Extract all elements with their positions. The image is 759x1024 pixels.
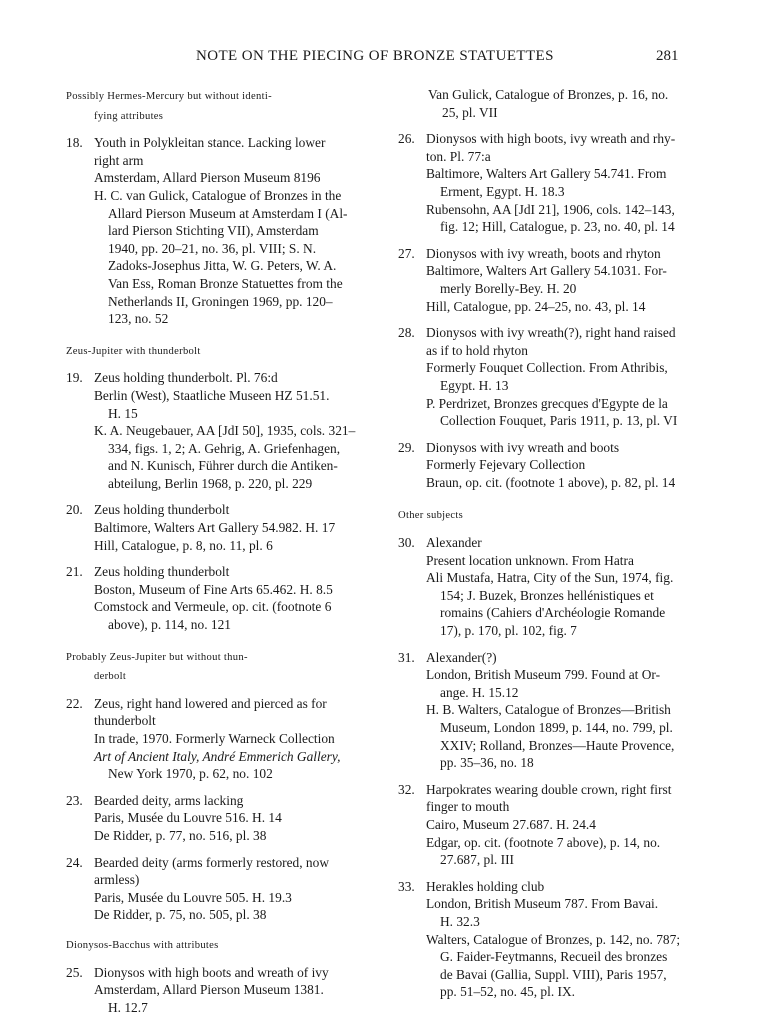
entry-bibliography: H. C. van Gulick, Catalogue of Bronzes in the <box>94 187 342 203</box>
entry-number: 18. <box>66 135 83 151</box>
catalogue-entry-22: 22. Zeus, right hand lowered and pierced as for thunderbolt In trade, 1970. Formerly Warneck Collection Art of Ancient Italy, André Emmerich Gallery, New York 1970, p. 62, no. 102 <box>66 695 341 782</box>
catalogue-entry-26: 26. Dionysos with high boots, ivy wreath and rhy- ton. Pl. 77:a Baltimore, Walters Art Gallery 54.741. From Erment, Egypt. H. 18.3 Rubensohn, AA [JdI 21], 1906, cols. 142–143, fig. 12; Hill, Catalogue, p. 23, no. 40, pl. 14 <box>398 131 676 235</box>
catalogue-entry-24: 24. Bearded deity (arms formerly restored, now armless) Paris, Musée du Louvre 505. H. 19.3 De Ridder, p. 75, no. 505, pl. 38 <box>66 854 329 923</box>
section-heading-other: Other subjects <box>398 510 464 522</box>
catalogue-entry-28: 28. Dionysos with ivy wreath(?), right hand raised as if to hold rhyton Formerly Fouquet Collection. From Athribis, Egypt. H. 13 P. Perdrizet, Bronzes grecques d'Egypte de la Collection Fouquet, Paris 1911, p. 13, pl. VI <box>398 325 678 429</box>
entry-location: Amsterdam, Allard Pierson Museum 8196 <box>94 170 321 186</box>
entry-title: Youth in Polykleitan stance. Lacking lower <box>94 135 326 151</box>
catalogue-entry-18 <box>66 134 374 328</box>
catalogue-entry-27: 27. Dionysos with ivy wreath, boots and rhyton Baltimore, Walters Art Gallery 54.1031. For- merly Borelly-Bey. H. 20 Hill, Catalogue, pp. 24–25, no. 43, pl. 14 <box>398 245 667 314</box>
catalogue-entry-21: 21. Zeus holding thunderbolt Boston, Museum of Fine Arts 65.462. H. 8.5 Comstock and Vermeule, op. cit. (footnote 6 above), p. 114, no. 121 <box>66 564 333 633</box>
catalogue-entry-25: 25. Dionysos with high boots and wreath of ivy Amsterdam, Allard Pierson Museum 1381. H. 12.7 <box>66 964 329 1015</box>
section-heading-dionysos: Dionysos-Bacchus with attributes <box>66 939 219 951</box>
entry-title-cont: right arm <box>94 152 144 168</box>
page-number: 281 <box>656 48 679 64</box>
running-title: NOTE ON THE PIECING OF BRONZE STATUETTES <box>196 48 554 64</box>
catalogue-entry-19: 19. Zeus holding thunderbolt. Pl. 76:d Berlin (West), Staatliche Museen HZ 51.51. H. 15 K. A. Neugebauer, AA [JdI 50], 1935, cols. 321– 334, figs. 1, 2; A. Gehrig, A. Griefenhagen, and N. Kunisch, Führer durch die Antiken- abteilung, Berlin 1968, p. 220, pl. 229 <box>66 370 356 491</box>
catalogue-entry-31: 31. Alexander(?) London, British Museum 799. Found at Or- ange. H. 15.12 H. B. Walters, Catalogue of Bronzes—British Museum, London 1899, p. 144, no. 799, pl. XXIV; Rolland, Bronzes—Haute Provence, pp. 35–36, no. 18 <box>398 649 675 771</box>
catalogue-entry-33: 33. Herakles holding club London, British Museum 787. From Bavai. H. 32.3 Walters, Catalogue of Bronzes, p. 142, no. 787; G. Faider-Feytmanns, Recueil des bronzes de Bavai (Gallia, Suppl. VIII), Paris 1957, pp. 51–52, no. 45, pl. IX. <box>398 878 681 1000</box>
catalogue-entry-32: 32. Harpokrates wearing double crown, right first finger to mouth Cairo, Museum 27.687. H. 24.4 Edgar, op. cit. (footnote 7 above), p. 14, no. 27.687, pl. III <box>398 781 672 868</box>
section-heading-hermes: Possibly Hermes-Mercury but without identi- fying attributes <box>66 91 272 122</box>
right-column <box>398 86 708 1001</box>
left-column <box>66 86 374 1016</box>
entry-25-continuation: Van Gulick, Catalogue of Bronzes, p. 16, no. 25, pl. VII <box>428 87 669 120</box>
catalogue-entry-23: 23. Bearded deity, arms lacking Paris, Musée du Louvre 516. H. 14 De Ridder, p. 77, no. 516, pl. 38 <box>66 792 282 843</box>
section-heading-probably-zeus: Probably Zeus-Jupiter but without thun- derbolt <box>66 651 248 683</box>
catalogue-entry-30: 30. Alexander Present location unknown. From Hatra Ali Mustafa, Hatra, City of the Sun, 1974, fig. 154; J. Buzek, Bronzes hellénistiques et romains (Cahiers d'Archéologie Romande 17), p. 170, pl. 102, fig. 7 <box>398 535 674 639</box>
catalogue-entry-29: 29. Dionysos with ivy wreath and boots Formerly Fejevary Collection Braun, op. cit. (footnote 1 above), p. 82, pl. 14 <box>398 439 676 490</box>
catalogue-entry-20: 20. Zeus holding thunderbolt Baltimore, Walters Art Gallery 54.982. H. 17 Hill, Catalogue, p. 8, no. 11, pl. 6 <box>66 502 336 553</box>
entry-details: Amsterdam, Allard Pierson Museum 8196 H. C. van Gulick, Catalogue of Bronzes in the Allard Pierson Museum at Amsterdam I (Al- lard Pierson Stichting VII), Amsterdam 1940, pp. 20–21, no. 36, pl. VIII; S. N. Zadoks-Josephus Jitta, W. G. Peters, W. A. Van Ess, Roman Bronze Statuettes from the Netherlands II, Groningen 1969, pp. 120– 123, no. 52 <box>66 169 374 327</box>
section-heading-zeus: Zeus-Jupiter with thunderbolt <box>66 345 201 357</box>
